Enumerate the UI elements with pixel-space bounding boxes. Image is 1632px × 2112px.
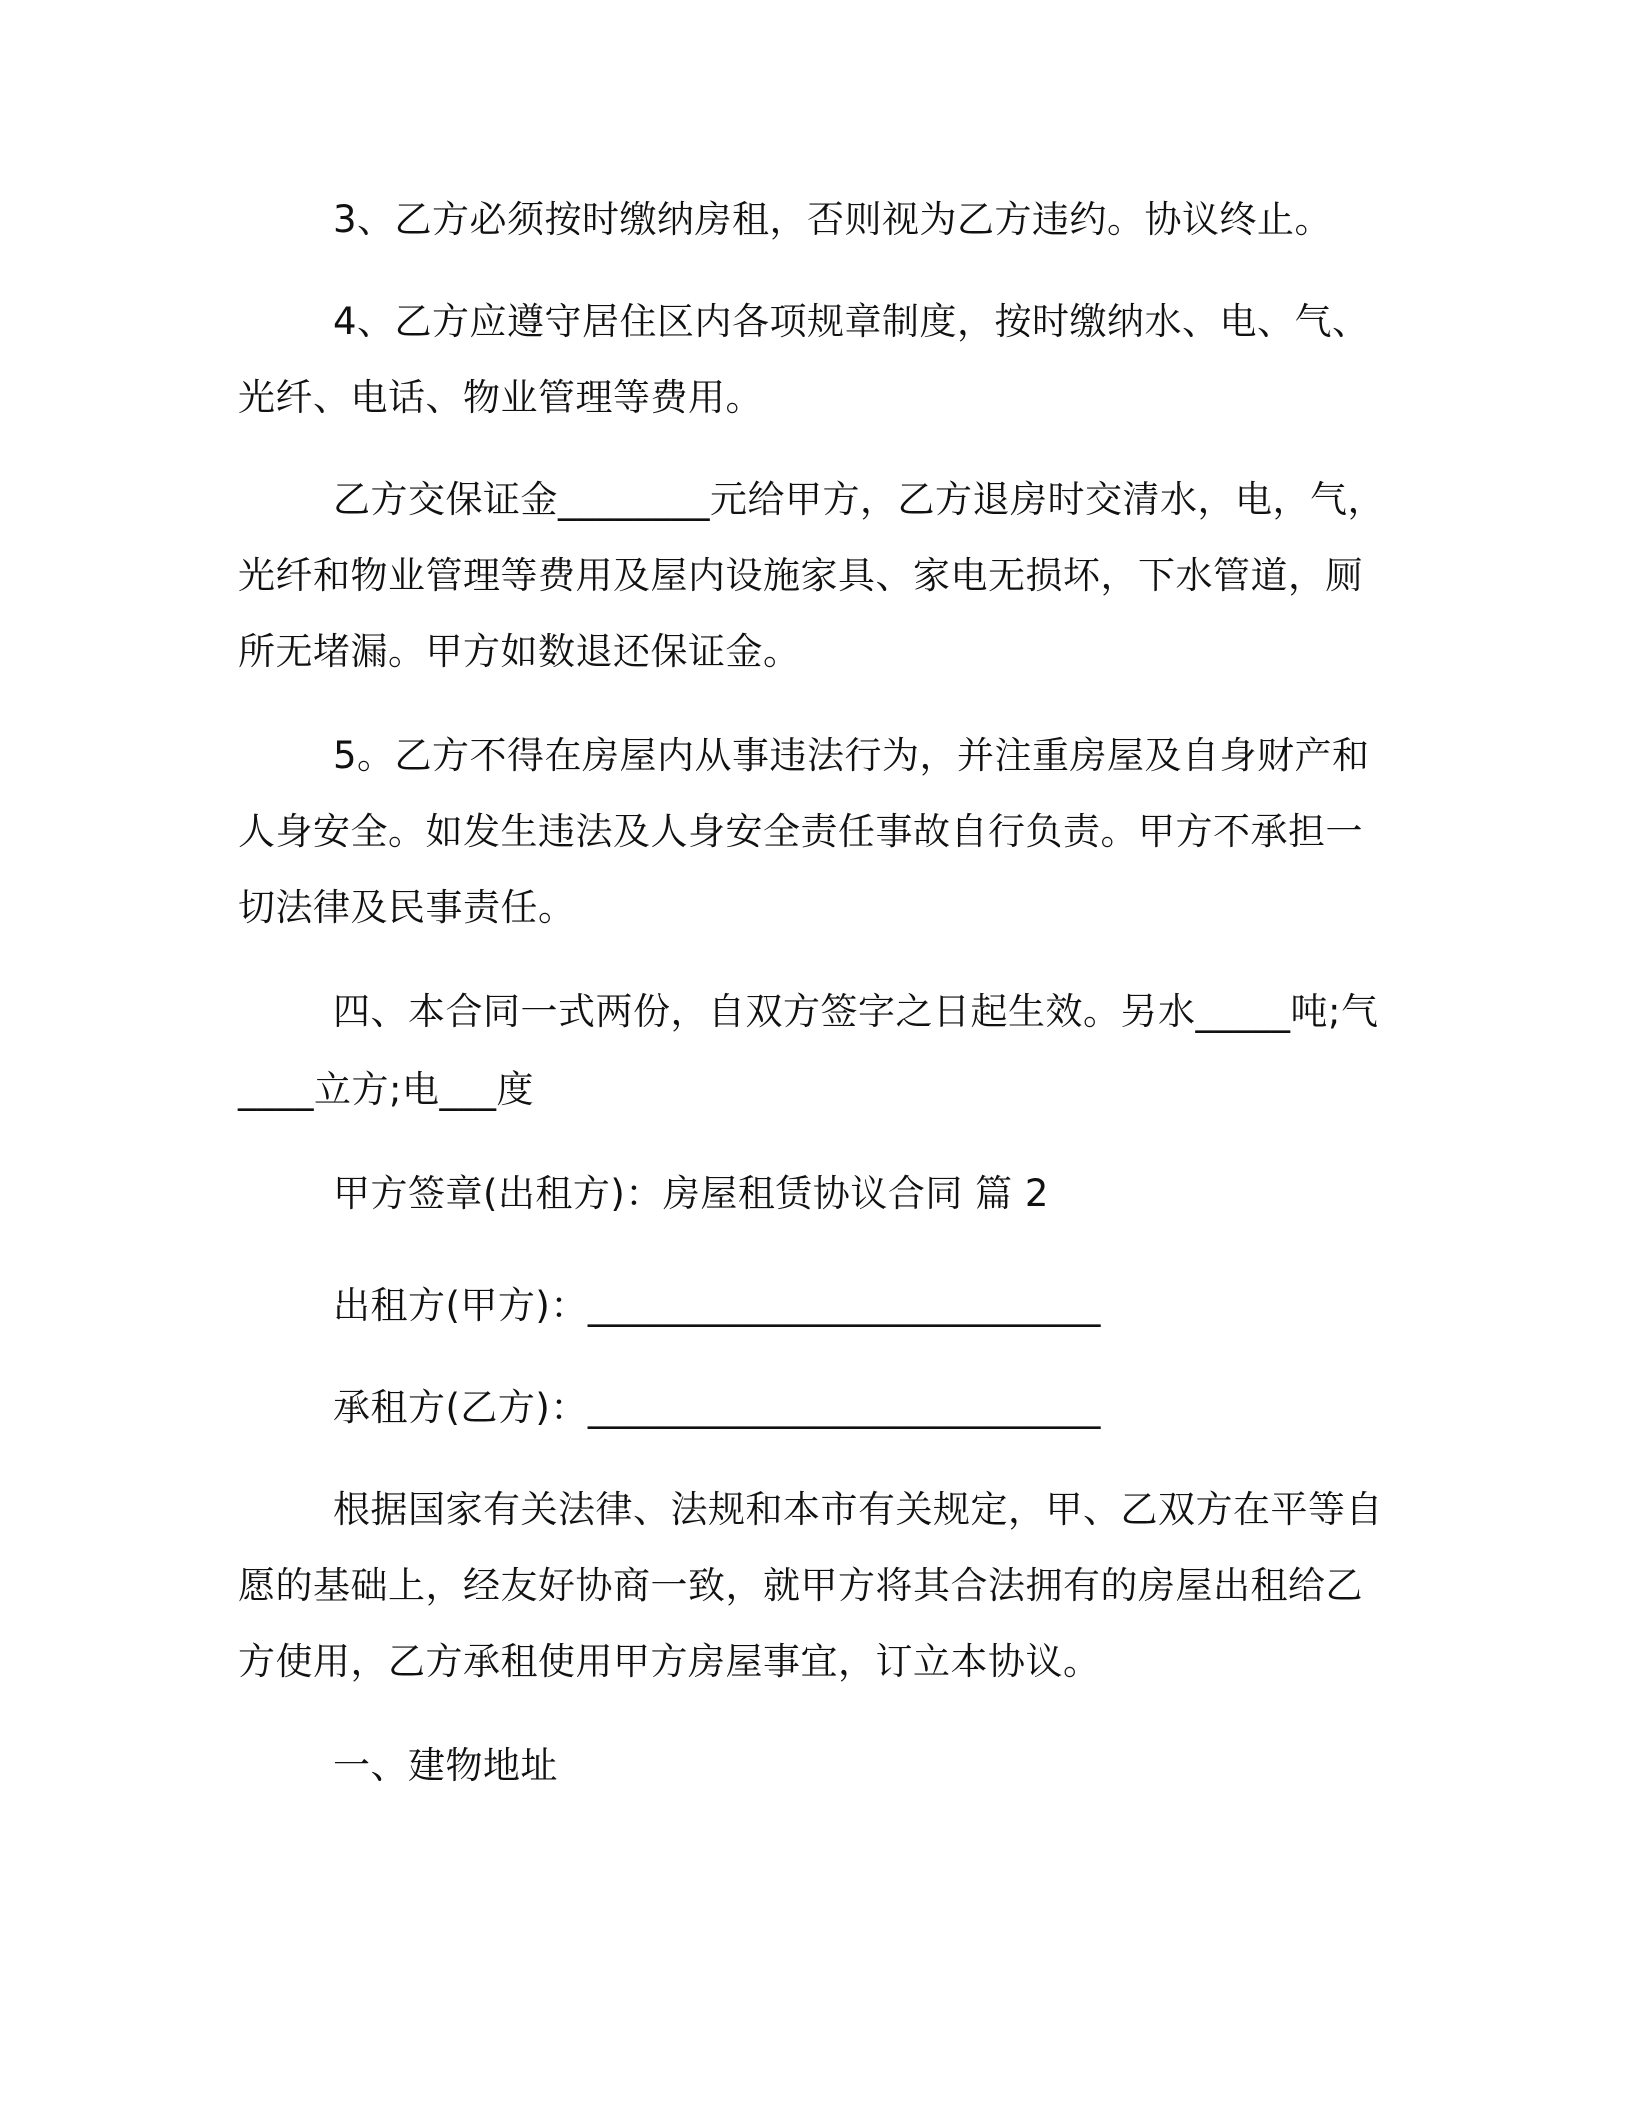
party-a-signature-heading: 甲方签章(出租方)：房屋租赁协议合同 篇 2: [333, 1172, 1049, 1215]
preamble-line-3: 方使用，乙方承租使用甲方房屋事宜，订立本协议。: [238, 1640, 1101, 1683]
clause-5-line-1: 5。乙方不得在房屋内从事违法行为，并注重房屋及自身财产和: [333, 734, 1370, 777]
preamble-line-2: 愿的基础上，经友好协商一致，就甲方将其合法拥有的房屋出租给乙: [238, 1564, 1363, 1607]
section-4-line-1: 四、本合同一式两份，自双方签字之日起生效。另水_____吨;气: [333, 990, 1379, 1033]
lessor-line: 出租方(甲方)：___________________________: [333, 1284, 1101, 1327]
section-1-heading: 一、建物地址: [333, 1744, 558, 1787]
deposit-line-2: 光纤和物业管理等费用及屋内设施家具、家电无损坏，下水管道，厕: [238, 554, 1363, 597]
lessee-line: 承租方(乙方)：___________________________: [333, 1386, 1101, 1429]
clause-4-line-1: 4、乙方应遵守居住区内各项规章制度，按时缴纳水、电、气、: [333, 300, 1370, 343]
clause-4-line-2: 光纤、电话、物业管理等费用。: [238, 376, 763, 419]
clause-5-line-3: 切法律及民事责任。: [238, 886, 576, 929]
clause-3-line-1: 3、乙方必须按时缴纳房租，否则视为乙方违约。协议终止。: [333, 198, 1333, 241]
deposit-line-1: 乙方交保证金________元给甲方，乙方退房时交清水，电，气，: [333, 478, 1385, 521]
deposit-line-3: 所无堵漏。甲方如数退还保证金。: [238, 630, 801, 673]
section-4-line-2: ____立方;电___度: [238, 1068, 534, 1111]
preamble-line-1: 根据国家有关法律、法规和本市有关规定，甲、乙双方在平等自: [333, 1488, 1383, 1531]
clause-5-line-2: 人身安全。如发生违法及人身安全责任事故自行负责。甲方不承担一: [238, 810, 1363, 853]
